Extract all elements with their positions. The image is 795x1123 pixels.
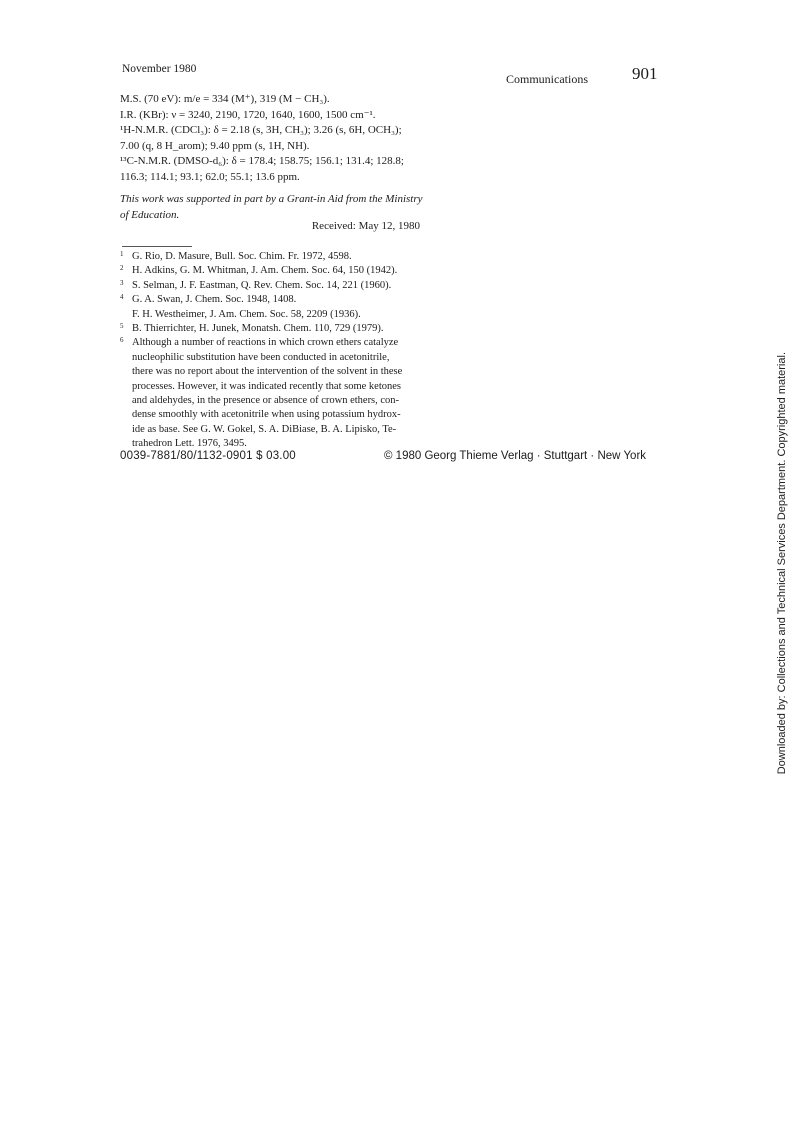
copyright-notice: © 1980 Georg Thieme Verlag · Stuttgart · New York [384, 450, 647, 462]
reference-text: dense smoothly with acetonitrile when using potassium hydrox- [132, 409, 401, 421]
ir-line: I.R. (KBr): ν = 3240, 2190, 1720, 1640, 1600, 1500 cm⁻¹. [120, 108, 376, 121]
acknowledgement [120, 192, 423, 223]
received-date: Received: May 12, 1980 [311, 220, 420, 232]
c-nmr-line-cont: 116.3; 114.1; 93.1; 62.0; 55.1; 13.6 ppm. [120, 170, 300, 183]
reference-text: trahedron Lett. 1976, 3495. [132, 438, 247, 450]
reference-item [120, 250, 420, 264]
reference-item [120, 336, 420, 451]
references-list [120, 250, 420, 452]
footnote-divider [122, 246, 192, 247]
reference-text: and aldehydes, in the presence or absence of crown ethers, con- [132, 395, 400, 407]
reference-number: 5 [120, 322, 124, 331]
reference-text: F. H. Westheimer, J. Am. Chem. Soc. 58, 2209 (1936). [132, 308, 361, 320]
reference-text: there was no report about the intervention of the solvent in these [132, 366, 403, 378]
page-number: 901 [632, 64, 658, 83]
acknowledgement-line: of Education. [120, 208, 180, 221]
reference-item [120, 279, 420, 293]
reference-number: 4 [120, 293, 124, 302]
mass-spec-line: M.S. (70 eV): m/e = 334 (M⁺), 319 (M − CH₃). [120, 93, 330, 105]
reference-text: H. Adkins, G. M. Whitman, J. Am. Chem. Soc. 64, 150 (1942). [132, 265, 398, 277]
reference-number: 3 [120, 278, 124, 287]
reference-text: Although a number of reactions in which crown ethers catalyze [132, 337, 399, 349]
reference-number: 6 [120, 336, 124, 345]
reference-text: G. Rio, D. Masure, Bull. Soc. Chim. Fr. 1972, 4598. [132, 251, 352, 262]
reference-text: processes. However, it was indicated recently that some ketones [132, 380, 401, 392]
download-watermark: Downloaded by: Collections and Technical Services Department. Copyrighted material. [776, 352, 788, 775]
reference-text: nucleophilic substitution have been conducted in acetonitrile, [132, 351, 390, 363]
acknowledgement-line: This work was supported in part by a Grant-in Aid from the Ministry [120, 193, 423, 205]
h-nmr-line-cont: 7.00 (q, 8 H_arom); 9.40 ppm (s, 1H, NH). [120, 139, 310, 152]
section-title: Communications [506, 72, 588, 86]
reference-text: B. Thierrichter, H. Junek, Monatsh. Chem. 110, 729 (1979). [132, 323, 384, 335]
reference-text: G. A. Swan, J. Chem. Soc. 1948, 1408. [132, 294, 297, 306]
article-code: 0039-7881/80/1132-0901 $ 03.00 [120, 450, 296, 462]
reference-item [120, 293, 420, 322]
h-nmr-line: ¹H-N.M.R. (CDCl₃): δ = 2.18 (s, 3H, CH₃); 3.26 (s, 6H, OCH₃); [120, 124, 402, 136]
reference-text: ide as base. See G. W. Gokel, S. A. DiBiase, B. A. Lipisko, Te- [132, 423, 397, 435]
reference-text: S. Selman, J. F. Eastman, Q. Rev. Chem. Soc. 14, 221 (1960). [132, 279, 392, 291]
reference-number: 1 [120, 250, 124, 258]
reference-item [120, 264, 420, 278]
reference-item [120, 322, 420, 336]
c-nmr-line: ¹³C-N.M.R. (DMSO-d₆): δ = 178.4; 158.75; 156.1; 131.4; 128.8; [120, 155, 404, 167]
spectral-data [120, 92, 420, 185]
issue-date: November 1980 [122, 63, 197, 75]
reference-number: 2 [120, 264, 124, 273]
